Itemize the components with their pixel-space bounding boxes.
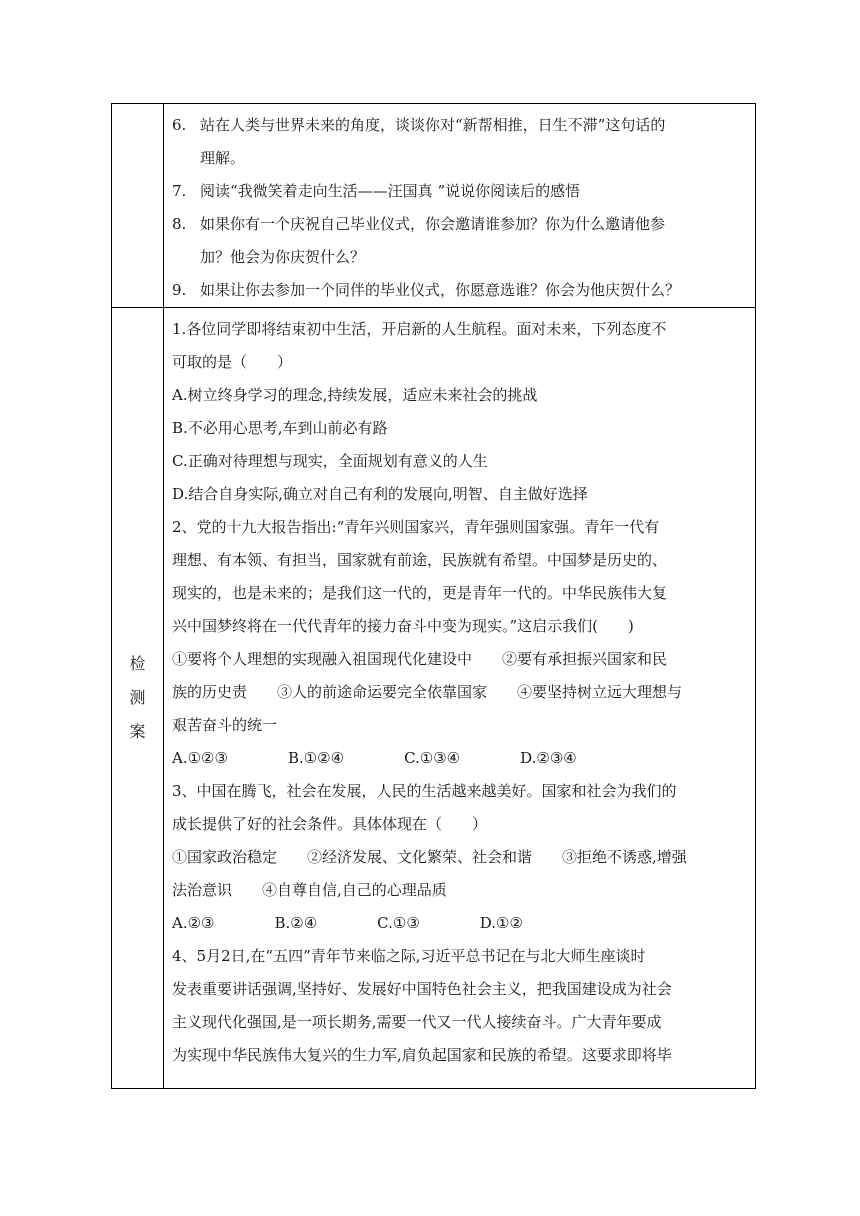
question-3: 3、中国在腾飞，社会在发展，人民的生活越来越美好。国家和社会为我们的 成长提供了好的社会条件。具体体现在（ ） ①国家政治稳定 ②经济发展、文化繁荣、社会和谐 ③拒绝不诱惑,增强 法治意识 ④自尊自信,自己的心理品质 A.②③ B.②④ C.①③ D.①② (172, 775, 749, 940)
question-7: 7. 阅读“我微笑着走向生活——汪国真 ”说说你阅读后的感悟 (172, 182, 581, 200)
question-9: 9. 如果让你去参加一个同伴的毕业仪式，你愿意选谁？你会为他庆贺什么？ (172, 281, 681, 299)
question-1: 1.各位同学即将结束初中生活，开启新的人生航程。面对未来，下列态度不 可取的是（ ） A.树立终身学习的理念,持续发展，适应未来社会的挑战 B.不必用心思考,车到山前必有路 C.正确对待理想与现实，全面规划有意义的人生 D.结合自身实际,确立对自己有利的发展向,明智、自主做好选择 (172, 313, 749, 511)
reflection-row (112, 104, 756, 308)
section-label-jiancean: 检 测 案 (129, 654, 146, 741)
test-row (112, 308, 756, 1089)
question-8: 8. 如果你有一个庆祝自己毕业仪式，你会邀请谁参加？你为什么邀请他参 加？他会为你庆贺什么？ (172, 215, 666, 266)
answer-options: A.②③ B.②④ C.①③ D.①② (172, 914, 523, 932)
option-b: B.不必用心思考,车到山前必有路 (172, 419, 388, 437)
reflection-content-cell (164, 104, 756, 308)
option-a: A.树立终身学习的理念,持续发展，适应未来社会的挑战 (172, 386, 538, 404)
option-d: D.结合自身实际,确立对自己有利的发展向,明智、自主做好选择 (172, 485, 588, 503)
answer-options: A.①②③ B.①②④ C.①③④ D.②③④ (172, 749, 577, 767)
worksheet-table (111, 103, 756, 1089)
question-6: 6. 站在人类与世界未来的角度，谈谈你对“新帮相推，日生不滞”这句话的 理解。 (172, 116, 666, 167)
test-label-cell (112, 308, 164, 1089)
question-4: 4、5月2日,在“五四”青年节来临之际,习近平总书记在与北大师生座谈时 发表重要讲话强调,坚持好、发展好中国特色社会主义，把我国建设成为社会 主义现代化强国,是一项长期务,需要一代又一代人接续奋斗。广大青年要成 为实现中华民族伟大复兴的生力军,肩负起国家和民族的希望。这要求即将毕 (172, 947, 672, 1064)
option-c: C.正确对待理想与现实，全面规划有意义的人生 (172, 452, 488, 470)
question-2: 2、党的十九大报告指出:“青年兴则国家兴，青年强则国家强。青年一代有 理想、有本领、有担当，国家就有前途，民族就有希望。中国梦是历史的、 现实的，也是未来的；是我们这一代的，更是青年一代的。中华民族伟大复 兴中国梦终将在一代代青年的接力奋斗中变为现实。”这启示我们( ) ①要将个人理想的实现融入祖国现代化建设中 ②要有承担振兴国家和民 族的历史责 ③人的前途命运要完全依靠国家 ④要坚持树立远大理想与 艰苦奋斗的统一 A.①②③ B.①②④ C.①③④ D.②③④ (172, 511, 749, 775)
reflection-label-cell (112, 104, 164, 308)
test-content-cell (164, 308, 756, 1089)
